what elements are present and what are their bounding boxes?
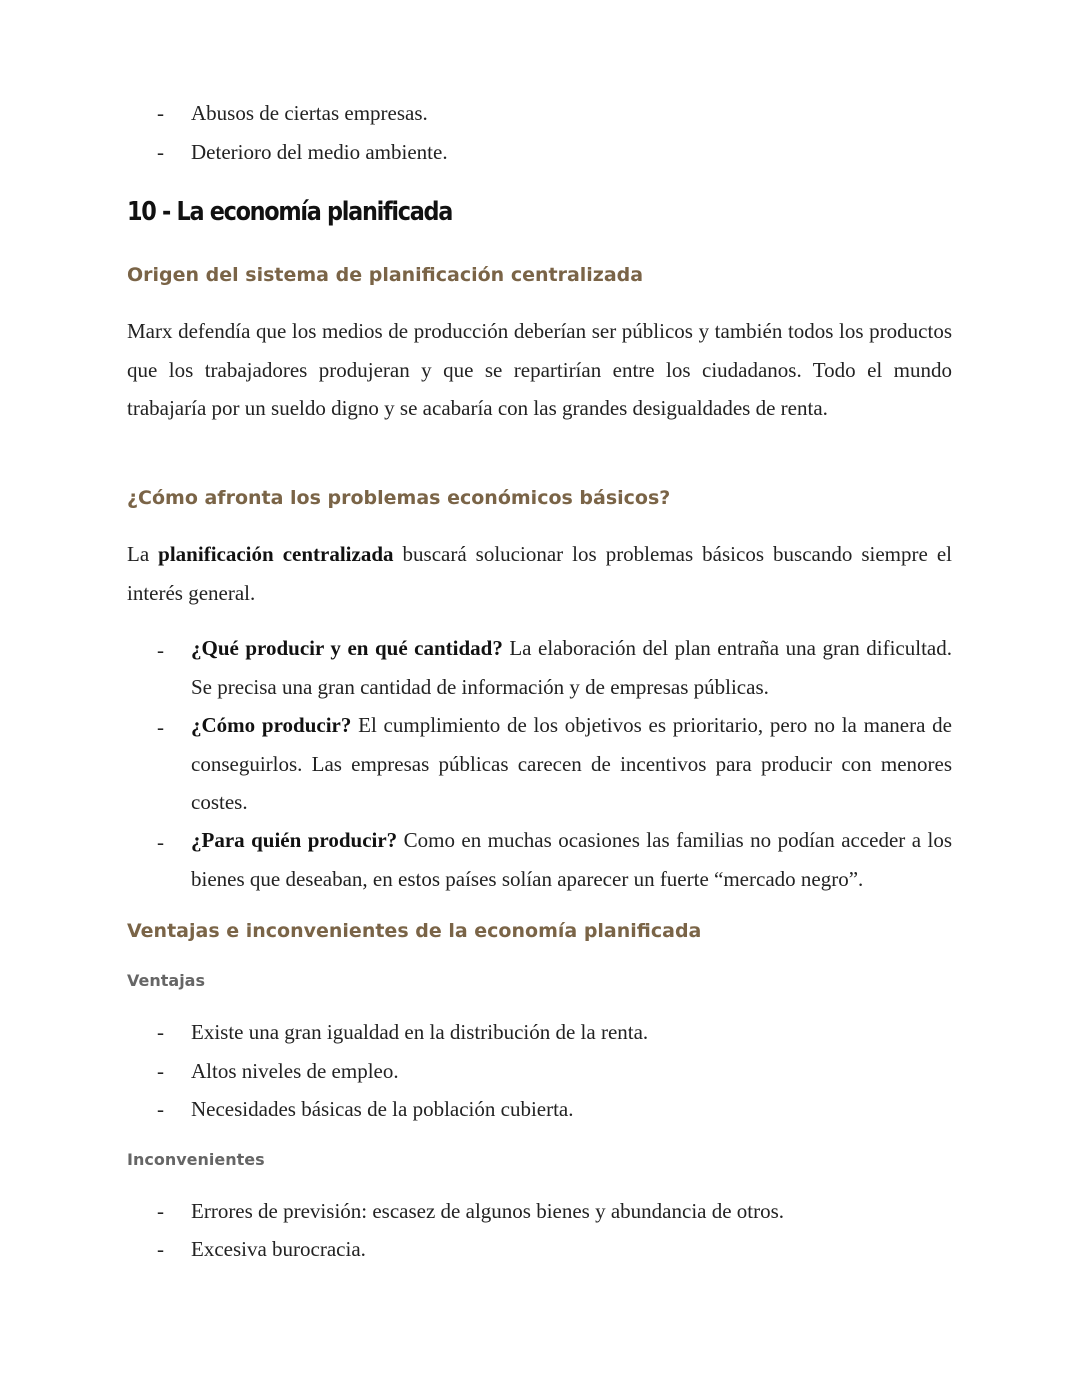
disadvantages-heading: Inconvenientes [127,1150,265,1169]
list-item-text: Abusos de ciertas empresas. [191,101,428,125]
bullet-dash: - [157,1237,164,1261]
section-title: 10 - La economía planificada [127,197,453,227]
question-label: ¿Qué producir y en qué cantidad? [191,636,503,660]
bullet-dash: - [157,1097,164,1121]
intro-prefix: La [127,542,159,566]
advantage-text: Necesidades básicas de la población cubierta. [191,1097,574,1121]
question-item [191,821,952,898]
list-item-text: Deterioro del medio ambiente. [191,140,448,164]
origin-paragraph: Marx defendía que los medios de producción deberían ser públicos y también todos los productos que los trabajadores produjeran y que se repartirían entre los ciudadanos. Todo el mundo trabajaría por un sueldo digno y se acabaría con las grandes desigualdades de renta. [127,319,952,420]
bullet-dash: - [157,101,164,125]
advantage-text: Altos niveles de empleo. [191,1059,399,1083]
advantage-text: Existe una gran igualdad en la distribución de la renta. [191,1020,649,1044]
bullet-dash: - [157,830,164,854]
question-text: El cumplimiento de los objetivos es prioritario, pero no la manera de conseguirlos. Las empresas públicas carecen de incentivos para producir con menores costes. [191,713,952,814]
problems-intro [127,535,952,612]
disadvantage-text: Errores de previsión: escasez de algunos bienes y abundancia de otros. [191,1199,785,1223]
question-item [191,629,952,706]
bullet-dash: - [157,1059,164,1083]
question-text: Como en muchas ocasiones las familias no podían acceder a los bienes que deseaban, en estos países solían aparecer un fuerte “mercado negro”. [191,828,952,891]
bullet-dash: - [157,140,164,164]
question-label: ¿Para quién producir? [191,828,398,852]
bullet-dash: - [157,1020,164,1044]
bullet-dash: - [157,1199,164,1223]
pros-cons-heading: Ventajas e inconvenientes de la economía planificada [127,920,702,942]
intro-suffix: buscará solucionar los problemas básicos buscando siempre el interés general. [127,542,952,605]
problems-heading: ¿Cómo afronta los problemas económicos básicos? [127,487,671,509]
disadvantage-text: Excesiva burocracia. [191,1237,366,1261]
advantages-heading: Ventajas [127,971,205,990]
bullet-dash: - [157,638,164,662]
origin-heading: Origen del sistema de planificación centralizada [127,264,644,286]
question-item [191,706,952,822]
question-text: La elaboración del plan entraña una gran dificultad. Se precisa una gran cantidad de información y de empresas públicas. [191,636,952,699]
question-label: ¿Cómo producir? [191,713,352,737]
bullet-dash: - [157,715,164,739]
intro-bold-term: planificación centralizada [158,542,394,566]
